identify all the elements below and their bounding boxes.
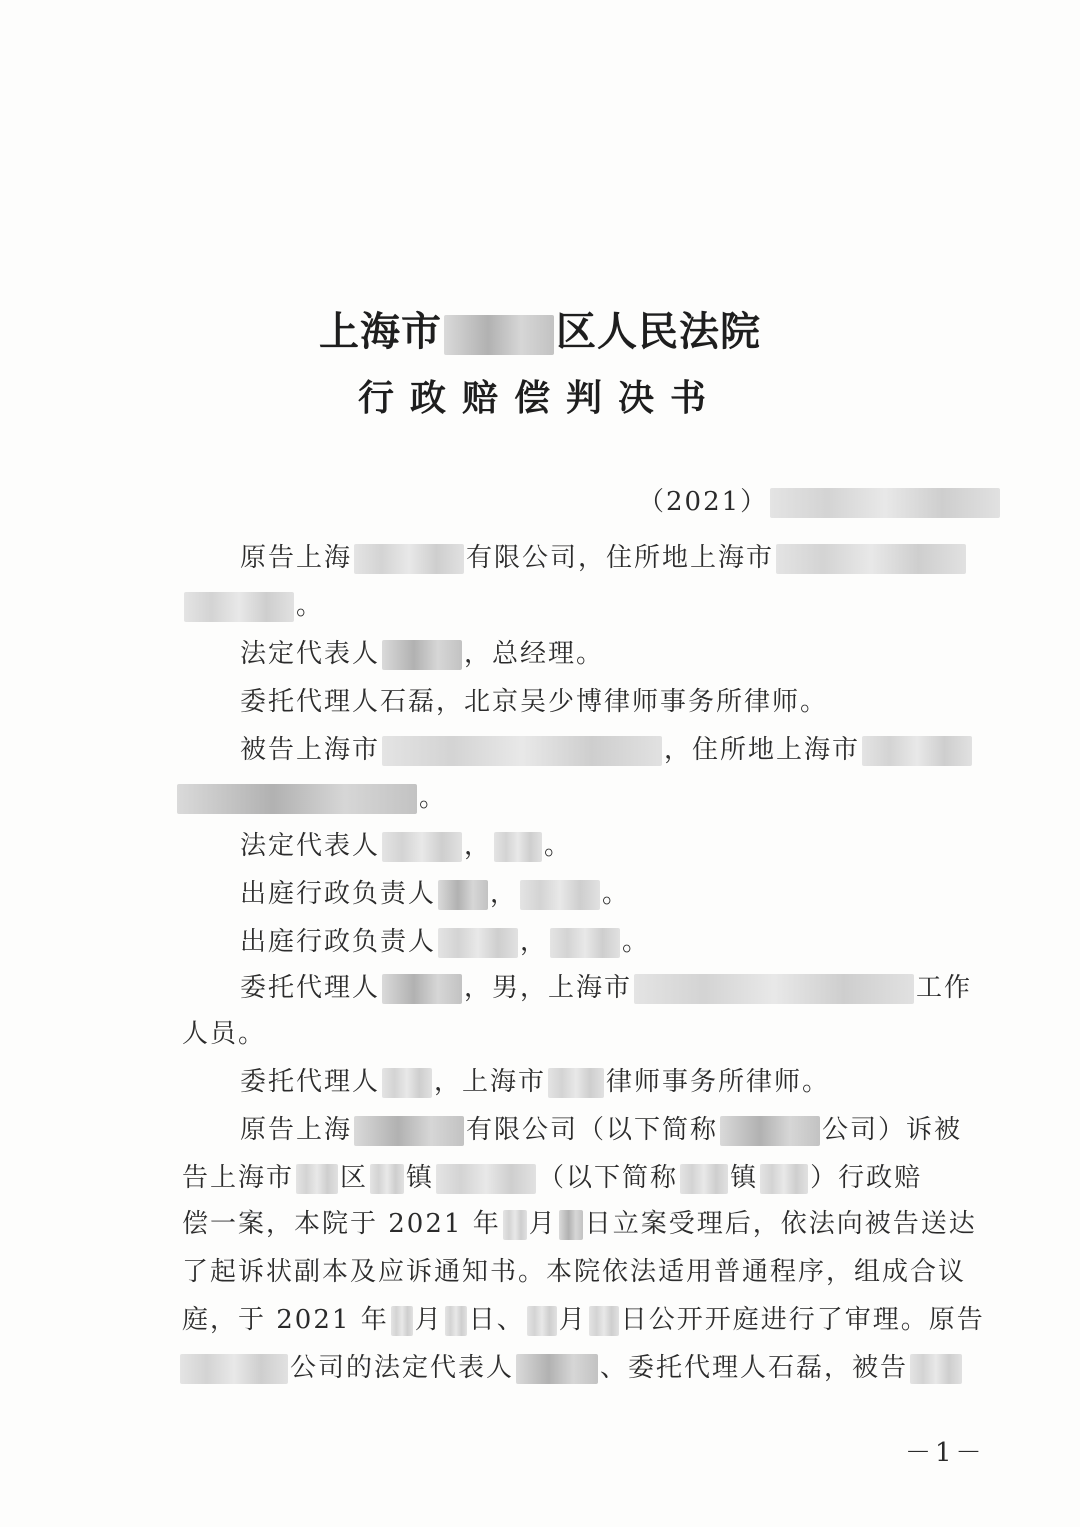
body-line-3 — [182, 1202, 977, 1246]
redacted-block — [382, 832, 462, 862]
text: 原告上海 — [240, 1115, 353, 1145]
text: 委托代理人 — [240, 1067, 381, 1097]
redacted-block — [177, 784, 417, 814]
body-line-1 — [240, 1108, 962, 1152]
body-line-4: 了起诉状副本及应诉通知书。本院依法适用普通程序，组成合议 — [182, 1257, 967, 1287]
case-number — [638, 480, 1002, 524]
text: 法定代表人 — [240, 831, 381, 861]
text: 出庭行政负责人 — [240, 927, 437, 957]
redacted-block — [760, 1164, 808, 1194]
redacted-block — [910, 1354, 962, 1384]
defendant-address-cont — [175, 776, 447, 820]
plaintiff-address-cont — [182, 584, 324, 628]
redacted-block — [391, 1306, 413, 1336]
text: 偿一案，本院于 2021 年 — [182, 1209, 501, 1239]
plaintiff-line — [240, 536, 968, 580]
redacted-block — [589, 1306, 619, 1336]
redacted-block — [720, 1116, 820, 1146]
text: ， — [520, 927, 549, 957]
redacted-block — [382, 640, 462, 670]
defendant-agent-line-1 — [240, 966, 972, 1010]
redacted-block — [382, 1068, 432, 1098]
text: 月 — [528, 1209, 557, 1239]
redacted-block — [382, 974, 462, 1004]
plaintiff-rep-line — [240, 632, 604, 676]
text: 有限公司（以下简称 — [466, 1115, 719, 1145]
plaintiff-agent-line: 委托代理人石磊，北京吴少博律师事务所律师。 — [240, 687, 829, 717]
text: 出庭行政负责人 — [240, 879, 437, 909]
text: 律师事务所律师。 — [606, 1067, 831, 1097]
text: 。 — [622, 927, 651, 957]
defendant-line — [240, 728, 974, 772]
text: 。 — [544, 831, 573, 861]
redacted-block — [296, 1164, 338, 1194]
redacted-block — [770, 488, 1000, 518]
text: 告上海市 — [182, 1163, 295, 1193]
text: 有限公司，住所地上海市 — [466, 543, 775, 573]
text: 公司）诉被 — [822, 1115, 963, 1145]
text: 镇 — [730, 1163, 759, 1193]
redacted-block — [445, 1306, 467, 1336]
text: ，住所地上海市 — [664, 735, 861, 765]
text: 。 — [296, 591, 325, 621]
redacted-block — [438, 880, 488, 910]
document-type-title: 行政赔偿判决书 — [357, 377, 722, 419]
redacted-block — [436, 1164, 536, 1194]
defendant-agent-line-1-cont: 人员。 — [182, 1019, 267, 1049]
text: 委托代理人 — [240, 973, 381, 1003]
text: 公司的法定代表人 — [290, 1353, 515, 1383]
redacted-block — [559, 1210, 583, 1240]
redacted-block — [438, 928, 518, 958]
text: ，男，上海市 — [464, 973, 633, 1003]
text: ，上海市 — [434, 1067, 547, 1097]
page-number: －1－ — [905, 1438, 986, 1468]
defendant-agent-line-2 — [240, 1060, 830, 1104]
redacted-block — [548, 1068, 604, 1098]
redacted-block — [370, 1164, 404, 1194]
text: 工作 — [916, 973, 973, 1003]
court-title — [0, 300, 1080, 360]
text: 。 — [419, 783, 448, 813]
text: ， — [490, 879, 519, 909]
text: ）行政赔 — [810, 1163, 923, 1193]
court-prefix: 上海市 — [319, 308, 442, 355]
redacted-block — [776, 544, 966, 574]
text: 月 — [558, 1305, 587, 1335]
text: 、委托代理人石磊，被告 — [600, 1353, 909, 1383]
redacted-block — [494, 832, 542, 862]
redacted-block — [550, 928, 620, 958]
text: ， — [464, 831, 493, 861]
text: 日、 — [468, 1305, 525, 1335]
text: 区 — [340, 1163, 369, 1193]
body-line-5 — [182, 1298, 985, 1342]
text: 日公开开庭进行了审理。原告 — [620, 1305, 985, 1335]
redacted-block — [354, 1116, 464, 1146]
body-line-6 — [178, 1346, 964, 1390]
text: 镇 — [406, 1163, 435, 1193]
court-suffix: 区人民法院 — [556, 308, 761, 355]
redacted-block — [516, 1354, 598, 1384]
redacted-block — [520, 880, 600, 910]
redacted-block — [184, 592, 294, 622]
text: 原告上海 — [240, 543, 353, 573]
body-line-2 — [182, 1156, 922, 1200]
text: 。 — [602, 879, 631, 909]
court-officer-line-2 — [240, 920, 650, 964]
text: 日立案受理后，依法向被告送达 — [584, 1209, 977, 1239]
text: ，总经理。 — [464, 639, 605, 669]
redacted-block — [680, 1164, 728, 1194]
text: 被告上海市 — [240, 735, 381, 765]
court-officer-line-1 — [240, 872, 630, 916]
case-number-prefix: （2021） — [638, 487, 769, 517]
text: （以下简称 — [538, 1163, 679, 1193]
text: 法定代表人 — [240, 639, 381, 669]
redacted-block — [354, 544, 464, 574]
redacted-block — [503, 1210, 527, 1240]
defendant-rep-line — [240, 824, 572, 868]
text: 月 — [414, 1305, 443, 1335]
redacted-block — [444, 315, 554, 355]
text: 庭，于 2021 年 — [182, 1305, 389, 1335]
redacted-block — [382, 736, 662, 766]
redacted-block — [634, 974, 914, 1004]
redacted-block — [180, 1354, 288, 1384]
redacted-block — [527, 1306, 557, 1336]
redacted-block — [862, 736, 972, 766]
